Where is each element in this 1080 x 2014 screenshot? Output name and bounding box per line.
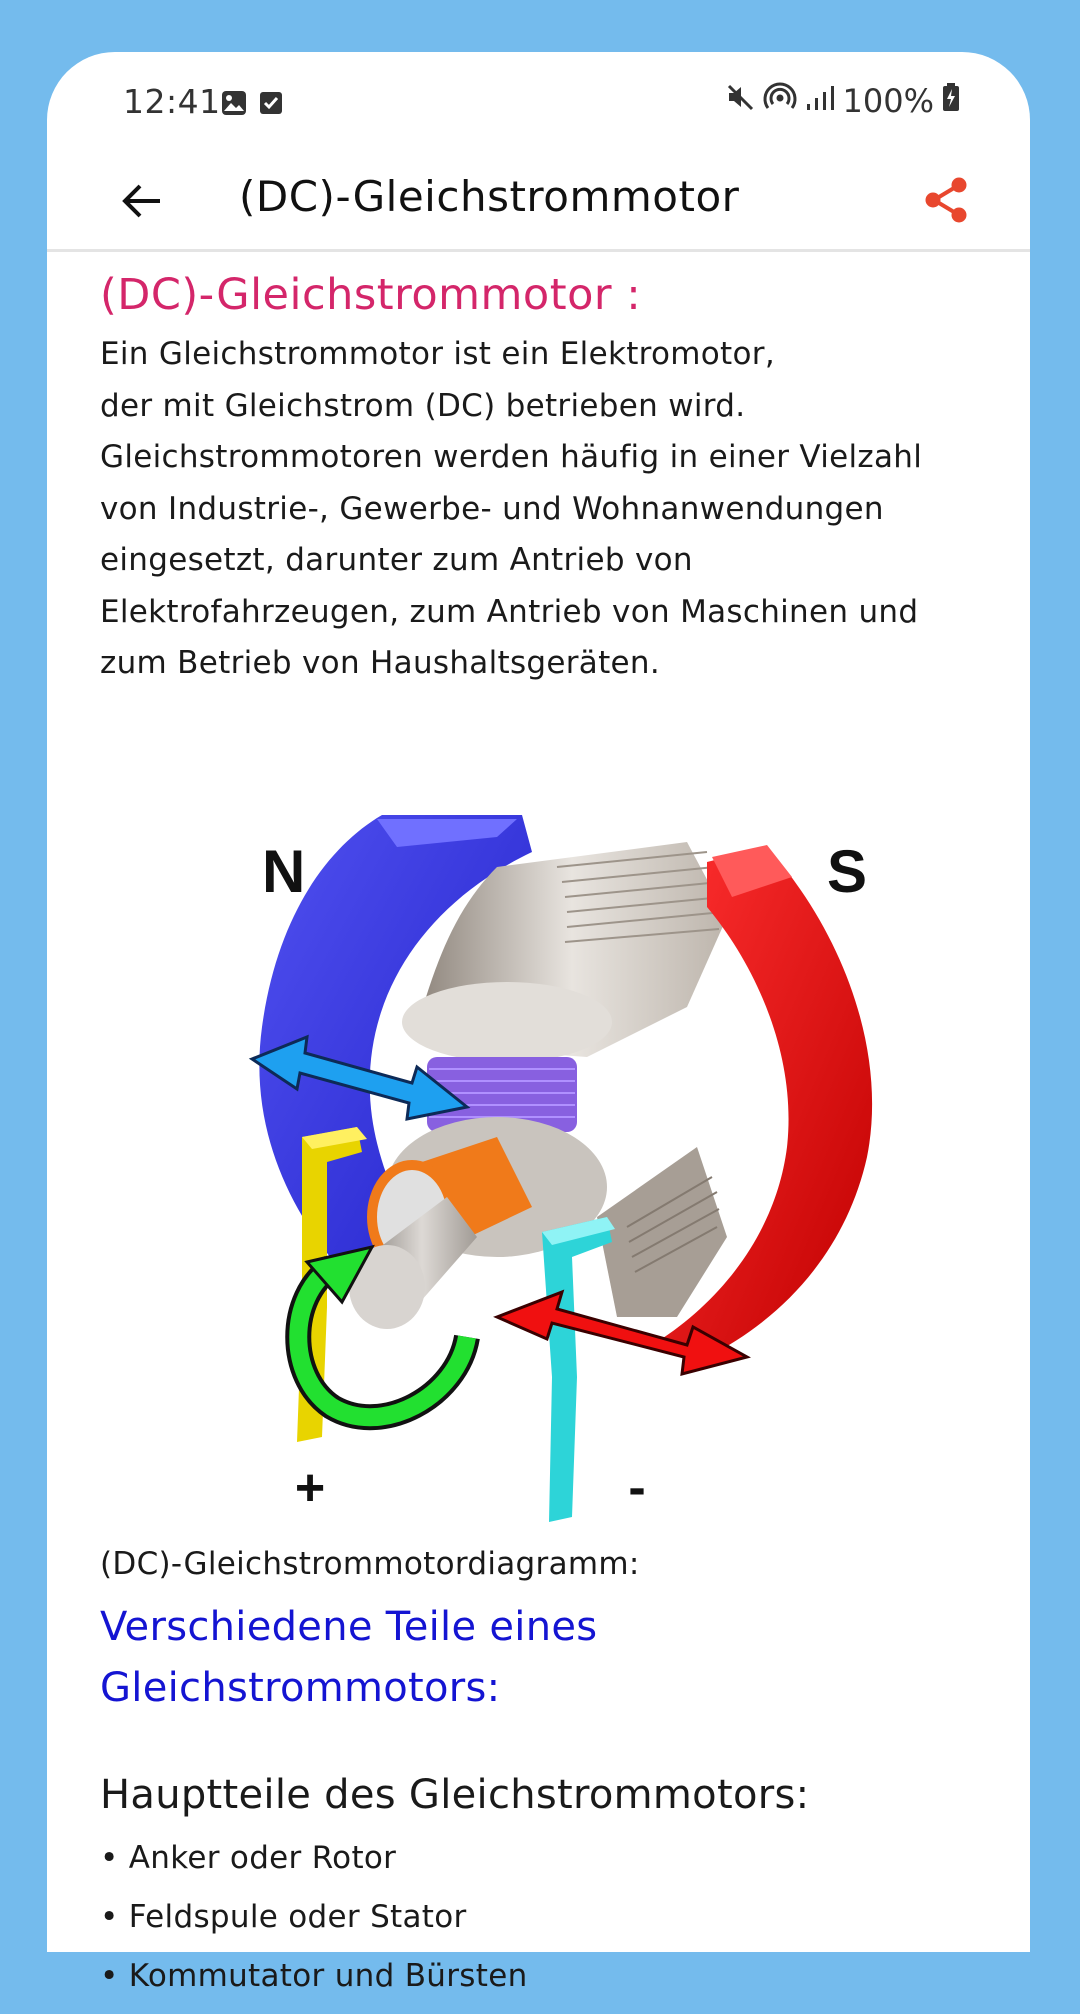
battery-charging-icon [942,82,960,120]
parts-heading: Verschiedene Teile eines Gleichstrommotors: [100,1604,598,1711]
intro-paragraph: Ein Gleichstrommotor ist ein Elektromotor, der mit Gleichstrom (DC) betrieben wird. Gleichstrommotoren werden häufig in einer Vielzahl von Industrie-, Gewerbe- und Wohnanwendungen eingesetzt, darunter zum Antrieb von Elektrofahrzeugen, zum Antrieb von Maschinen und zum Betrieb von Haushaltsgeräten. [100,336,923,681]
south-label: S [826,838,868,905]
mute-icon [725,82,755,120]
back-button[interactable] [117,176,167,226]
list-item: • Anker oder Rotor [100,1837,528,1896]
article-content [100,267,990,690]
hotspot-icon [763,82,797,120]
diagram-caption: (DC)-Gleichstrommotordiagramm: [100,1546,640,1582]
share-icon [923,176,969,224]
share-button[interactable] [918,172,974,228]
main-parts-list [100,1837,528,2014]
battery-level: 100% [842,82,934,120]
negative-brush [542,1217,612,1522]
app-bar [47,152,1030,252]
signal-icon [805,82,835,120]
status-bar [47,52,1030,152]
image-icon [221,90,247,120]
list-item: • Kommutator und Bürsten [100,1955,528,2014]
plus-label: + [294,1459,326,1517]
arrow-left-icon [122,183,162,219]
main-parts-heading: Hauptteile des Gleichstrommotors: [100,1772,810,1818]
section-heading: (DC)-Gleichstrommotor : [100,270,642,320]
minus-label: - [628,1459,646,1517]
north-label: N [262,838,306,905]
app-window [47,52,1030,1994]
list-item: • Feldspule oder Stator [100,1896,528,1955]
dc-motor-diagram [167,757,887,1527]
status-time: 12:41 [123,82,221,121]
page-title: (DC)-Gleichstrommotor [239,172,740,221]
check-box-icon [259,90,283,120]
